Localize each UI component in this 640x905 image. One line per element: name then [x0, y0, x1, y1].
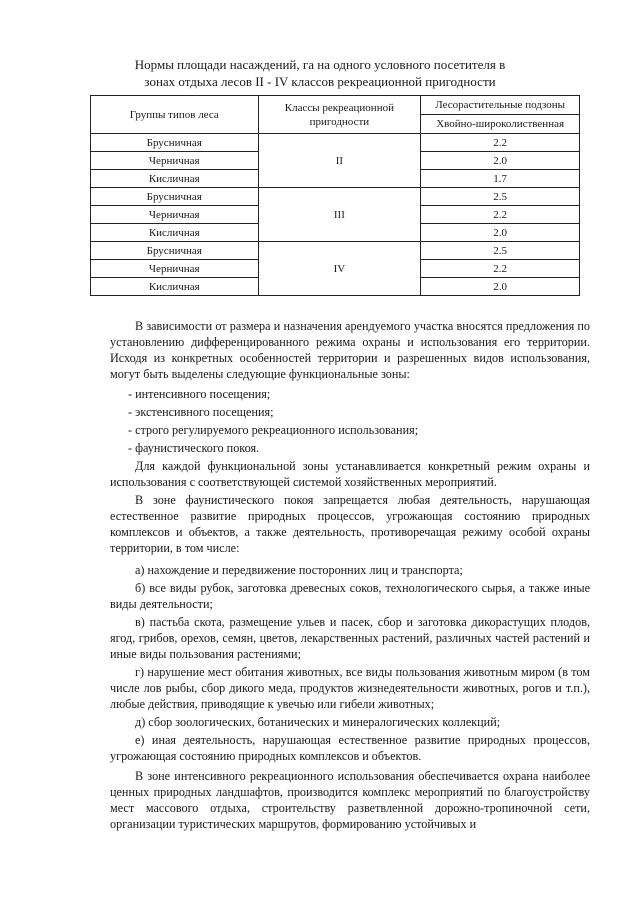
col3-header: Лесорастительные подзоны: [421, 96, 580, 115]
value-cell: 2.5: [421, 188, 580, 206]
forest-type-cell: Черничная: [91, 152, 259, 170]
list-item: а) нахождение и передвижение посторонних лиц и транспорта;: [135, 563, 463, 577]
list-item: б) все виды рубок, заготовка древесных соков, технологического сырья, а также иные виды деятельности;: [110, 581, 590, 611]
forest-type-cell: Брусничная: [91, 188, 259, 206]
list-item: е) иная деятельность, нарушающая естественное развитие природных процессов, угрожающая состоянию природных комплексов и объектов.: [110, 733, 590, 763]
forest-type-cell: Черничная: [91, 206, 259, 224]
table-row: [91, 188, 580, 206]
list-item: д) сбор зоологических, ботанических и минералогических коллекций;: [135, 715, 501, 729]
paragraph-zoning-intro: В зависимости от размера и назначения арендуемого участка вносятся предложения по установлению дифференцированного режима охраны и использования его территории. Исходя из конкретных особенностей территории и разрешенных видов использования, могут быть выделены следующие функциональные зоны:: [110, 319, 590, 381]
list-item: г) нарушение мест обитания животных, все виды пользования животным миром (в том числе лов рыбы, сбор дикого меда, продуктов жизнедеятельности животных, рогов и т.п.), любые действия, приводящие к увечью или гибели животных;: [110, 665, 590, 711]
paragraph-faunistic-zone: В зоне фаунистического покоя запрещается любая деятельность, нарушающая естественное развитие природных процессов, угрожающая состоянию природных комплексов и объектов, а также деятельность, противоречащая режиму особой охраны территории, в том числе:: [110, 493, 590, 555]
list-item: в) пастьба скота, размещение ульев и пасек, сбор и заготовка дикорастущих плодов, ягод, грибов, орехов, семян, цветов, лекарственных растений, различных частей растений и иные виды пользования растениями;: [110, 615, 590, 661]
zone-item: - интенсивного посещения;: [128, 387, 271, 401]
forest-type-cell: Кисличная: [91, 224, 259, 242]
forest-type-cell: Кисличная: [91, 278, 259, 296]
value-cell: 2.0: [421, 224, 580, 242]
forest-type-cell: Кисличная: [91, 170, 259, 188]
paragraph-intensive-zone: В зоне интенсивного рекреационного использования обеспечивается охрана наиболее ценных природных ландшафтов, производится комплекс мероприятий по благоустройству мест массового отдыха, строительству разветвленной дорожно-тропиночной сети, организации туристических маршрутов, формированию устойчивых и: [110, 769, 590, 831]
paragraph-zone-regime: Для каждой функциональной зоны устанавливается конкретный режим охраны и использования с соответствующей системой хозяйственных мероприятий.: [110, 459, 590, 489]
value-cell: 1.7: [421, 170, 580, 188]
value-cell: 2.2: [421, 260, 580, 278]
value-cell: 2.2: [421, 134, 580, 152]
col1-header: Группы типов леса: [91, 96, 259, 134]
title-line-1: Нормы площади насаждений, га на одного условного посетителя в: [134, 57, 506, 72]
value-cell: 2.0: [421, 278, 580, 296]
forest-type-cell: Брусничная: [91, 134, 259, 152]
zone-item: - фаунистического покоя.: [128, 441, 260, 455]
class-cell: IV: [258, 242, 421, 296]
class-cell: II: [258, 134, 421, 188]
table-row: [91, 134, 580, 152]
col3-subheader: Хвойно-широколиственная: [421, 115, 580, 134]
forest-type-cell: Черничная: [91, 260, 259, 278]
class-cell: III: [258, 188, 421, 242]
value-cell: 2.0: [421, 152, 580, 170]
forest-type-cell: Брусничная: [91, 242, 259, 260]
title-line-2: зонах отдыха лесов II - IV классов рекреационной пригодности: [144, 74, 496, 89]
value-cell: 2.2: [421, 206, 580, 224]
zone-item: - экстенсивного посещения;: [128, 405, 274, 419]
value-cell: 2.5: [421, 242, 580, 260]
forest-norms-table: [90, 95, 580, 296]
col2-header: Классы рекреационной пригодности: [258, 96, 421, 134]
zone-item: - строго регулируемого рекреационного использования;: [128, 423, 419, 437]
table-row: [91, 242, 580, 260]
